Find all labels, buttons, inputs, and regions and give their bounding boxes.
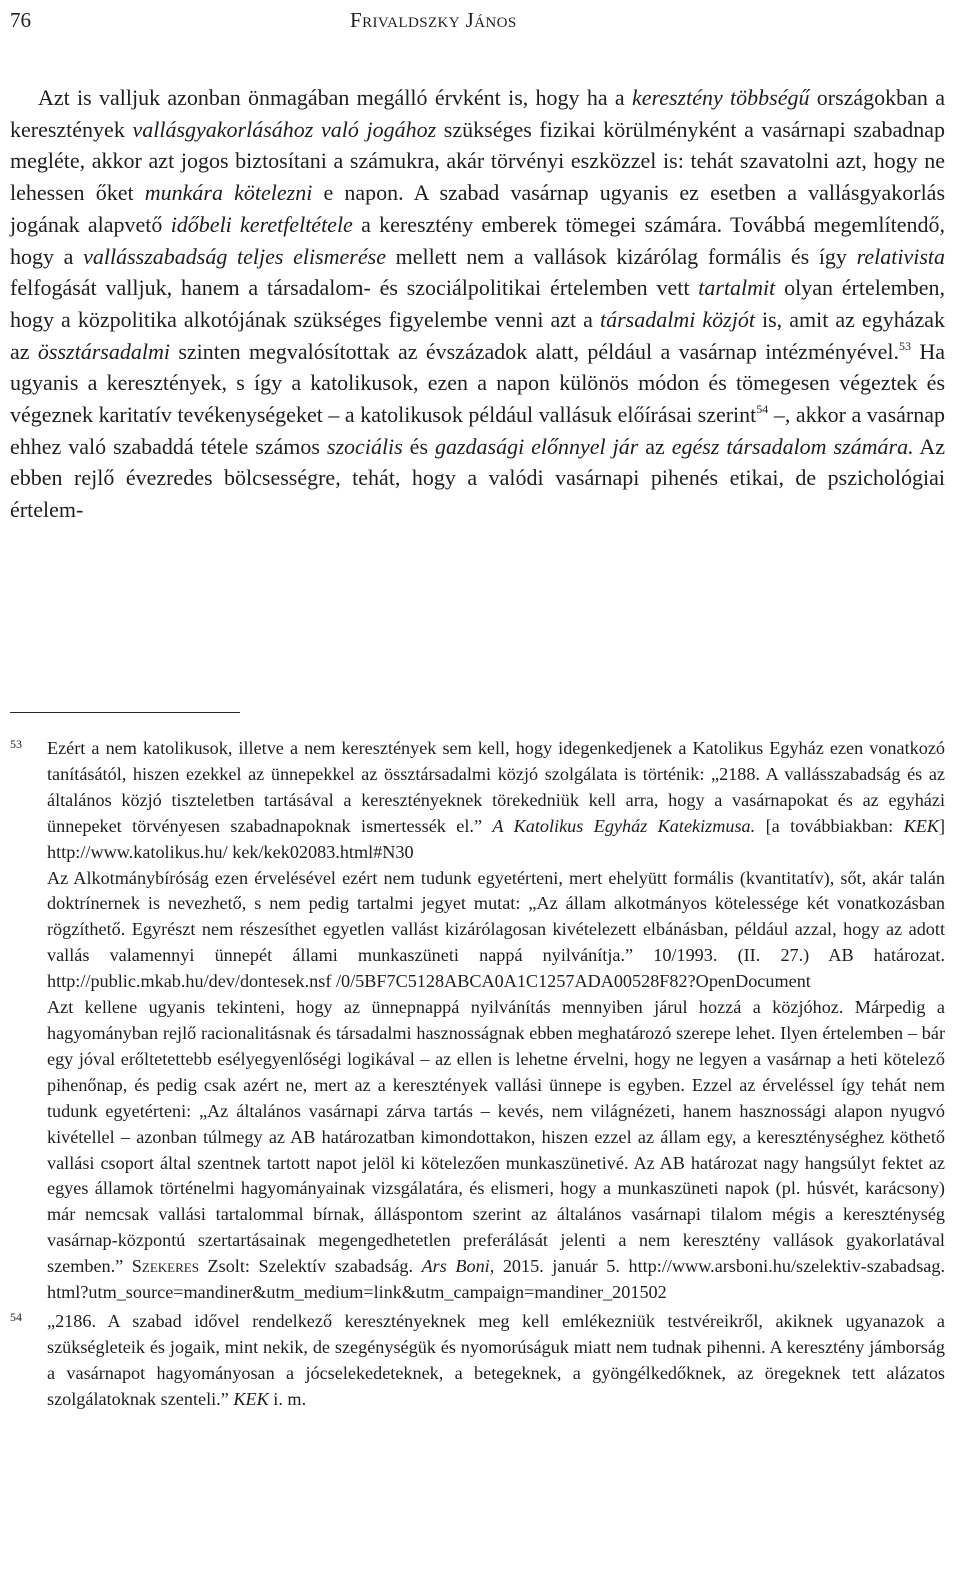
body-text-run: –, akkor a vasárnap ehhez való szabaddá tétele számos	[10, 402, 945, 459]
footnote-italic-run: KEK	[233, 1388, 269, 1409]
footnote-text-run: 2015. január 5. http://www.arsboni.hu/szelektiv-szabadsag. html?utm_source=mandiner&utm_medium=link&utm_campaign=mandiner_201502	[47, 1256, 945, 1303]
body-text-run: Az ebben rejlő évezredes bölcsességre, tehát, hogy a valódi vasárnapi pihenés etikai, de pszichológiai értelem-	[10, 433, 945, 523]
body-italic-run: vallásszabadság teljes elismerése	[83, 243, 386, 269]
footnote-paragraph: Az Alkotmánybíróság ezen érvelésével ezért nem tudunk egyetérteni, mert ehelyütt formális (kvantitatív), sőt, akár talán doktrínernek is nevezhető, s nem pedig tartalmi jegyet mutat: „Az állam alkotmányos kötelessége két vonatkozásban rögzíthető. Egyrészt nem részesíthet egyetlen vallást kizárólagosan kivételezett elbánásban, például azzal, hogy az adott vallás valamennyi ünnepét állami munkaszüneti nappá nyilvánítja.” 10/1993. (II. 27.) AB határozat. http://public.mkab.hu/dev/dontesek.nsf /0/5BF7C5128ABCA0A1C1257ADA00528F82?OpenDocument	[47, 867, 945, 992]
body-text-run: országokban a keresztények	[10, 85, 945, 142]
body-text-run: Ha ugyanis a keresztények, s így a katolikusok, ezen a napon különös módon és tömegesen végeztek és végeznek karitatív tevékenységeket – a katolikusok például vallásuk előírásai szerint	[10, 338, 945, 428]
body-text-run: és	[402, 433, 435, 459]
running-head: Frivaldszky János	[350, 8, 517, 32]
footnote-separator	[10, 712, 240, 713]
page-header	[10, 4, 950, 36]
footnote-italic-run: A Katolikus Egyház Katekizmusa.	[492, 815, 756, 836]
footnote-text-run: i. m.	[268, 1388, 307, 1409]
body-text-run: Azt is valljuk azonban önmagában megálló érvként is, hogy ha a	[38, 85, 632, 110]
footnote-italic-run: Ars Boni,	[421, 1256, 495, 1277]
footnote-text-run: [a továbbiakban:	[755, 815, 904, 836]
footnote-text-run: Zsolt: Szelektív szabadság.	[198, 1256, 422, 1277]
footnote-number: 53	[10, 737, 22, 751]
footnote-paragraph	[47, 736, 945, 866]
body-text-run: szinten megvalósítottak az évszázadok alatt, például a vasárnap intézményével.	[169, 338, 899, 364]
footnote-number: 54	[10, 1309, 22, 1324]
footnote-paragraph	[47, 1309, 945, 1413]
footnote-paragraph	[47, 995, 945, 1306]
body-paragraph	[10, 82, 945, 526]
body-text-run: mellett nem a vallások kizárólag formális és így	[385, 243, 857, 269]
body-italic-run: keresztény többségű	[631, 85, 810, 110]
footnote-text-run: ] http://www.katolikus.hu/ kek/kek02083.html#N30	[47, 815, 945, 862]
footnote-ref-53[interactable]: 53	[898, 338, 911, 353]
body-italic-run: össztársadalmi	[37, 338, 170, 364]
footnote-text-run: „2186. A szabad idővel rendelkező keresztényeknek meg kell emlékezniük testvéreikről, akiknek ugyanazok a szükségleteik és jogaik, mint nekik, de szegénységük és nyomorúságuk miatt nem tudnak pihenni. A keresztény jámborság a vasárnapot hagyományosan a jócselekedeteknek, a betegeknek, a gyöngélkedőknek, az öregeknek tett alázatos szolgálatoknak szenteli.”	[47, 1310, 945, 1409]
body-italic-run: gazdasági előnnyel jár	[434, 433, 639, 459]
body-text-run: az	[638, 433, 672, 459]
body-italic-run: egész társadalom számára.	[671, 433, 914, 459]
author-small-caps: Szekeres	[131, 1256, 199, 1277]
body-italic-run: időbeli keretfeltétele	[170, 211, 353, 237]
body-italic-run: társadalmi közjót	[600, 306, 755, 332]
body-italic-run: munkára kötelezni	[144, 180, 313, 206]
footnote-text-run: Azt kellene ugyanis tekinteni, hogy az ünnepnappá nyilvánítás mennyiben járul hozzá a közjóhoz. Márpedig a hagyományban rejlő racionalitásnak és társadalmi hasznosságnak ebben meghatározó szerepe lehet. Ilyen értelemben – bár egy jóval erőltetettebb esélyegyenlőségi logikával – az ellen is lehetne érvelni, hogy ne legyen a vasárnap a heti kötelező pihenőnap, és pedig csak azért ne, mert az a keresztények vallási ünnepe is egyben. Ezzel az érveléssel így tehát nem tudunk egyetérteni: „Az általános vasárnapi zárva tartás – kevés, nem világnézeti, hanem hasznossági alapon nyugvó kivétellel – azonban túlmegy az AB határozatban kimondottakon, hiszen ezzel az állam egy, a kereszténységhez köthető vallási csoport által szentnek tartott napot jelöl ki kötelezően munkaszünetivé. Az AB határozat nagy hangsúlyt fektet az egyes államok történelmi hagyományainak vizsgálatára, és elismeri, hogy a munkaszüneti napok (pl. húsvét, karácsony) már nemcsak vallási tartalommal bírnak, álláspontom szerint az általános vasárnapi tilalom mégis a kereszténység vasárnap-központú szertartásainak megengedhetetlen preferálását jelenti a nem keresztény vallások gyakorlatával szemben.”	[47, 997, 945, 1277]
footnote-text-run: Ezért a nem katolikusok, illetve a nem keresztények sem kell, hogy idegenkedjenek a Katolikus Egyház ezen vonatkozó tanításától, hiszen ezekkel az ünnepekkel az össztársadalmi közjó szolgálata is történik: „2188. A vallásszabadság és az általános közjó tiszteletben tartásával a keresztényeknek törekedniük kell arra, hogy a vasárnapokat és az egyházi ünnepeket törvényesen szabadnapoknak ismertessék el.”	[47, 738, 945, 836]
body-italic-run: vallásgyakorlásához való jogához	[132, 116, 437, 142]
body-text-run: felfogását valljuk, hanem a társadalom- és szociálpolitikai értelemben vett	[10, 275, 699, 301]
body-text-run: olyan értelemben, hogy a közpolitika alkotójának szükséges figyelembe venni azt a	[10, 275, 945, 332]
body-text-run: szükséges fizikai körülményként a vasárnapi szabadnap megléte, akkor azt jogos biztosítani a számukra, akár törvényi eszközzel is: tehát szavatolni azt, hogy ne lehessen őket	[10, 116, 946, 206]
footnote-italic-run: KEK	[903, 815, 939, 836]
footnote-53	[10, 736, 945, 1306]
page-number: 76	[10, 8, 31, 32]
body-text-run: is, amit az egyházak az	[10, 306, 945, 364]
footnotes	[10, 736, 945, 1413]
footnote-54	[10, 1309, 945, 1413]
footnote-ref-54[interactable]: 54	[756, 402, 769, 417]
body-text-run: e napon. A szabad vasárnap ugyanis ez esetben a vallásgyakorlás jogának alapvető	[10, 180, 946, 237]
body-text-run: a keresztény emberek tömegei számára. Továbbá megemlítendő, hogy a	[10, 211, 946, 269]
body-italic-run: szociális	[326, 433, 403, 459]
body-italic-run: relativista	[856, 243, 946, 269]
body-italic-run: tartalmit	[698, 275, 776, 301]
